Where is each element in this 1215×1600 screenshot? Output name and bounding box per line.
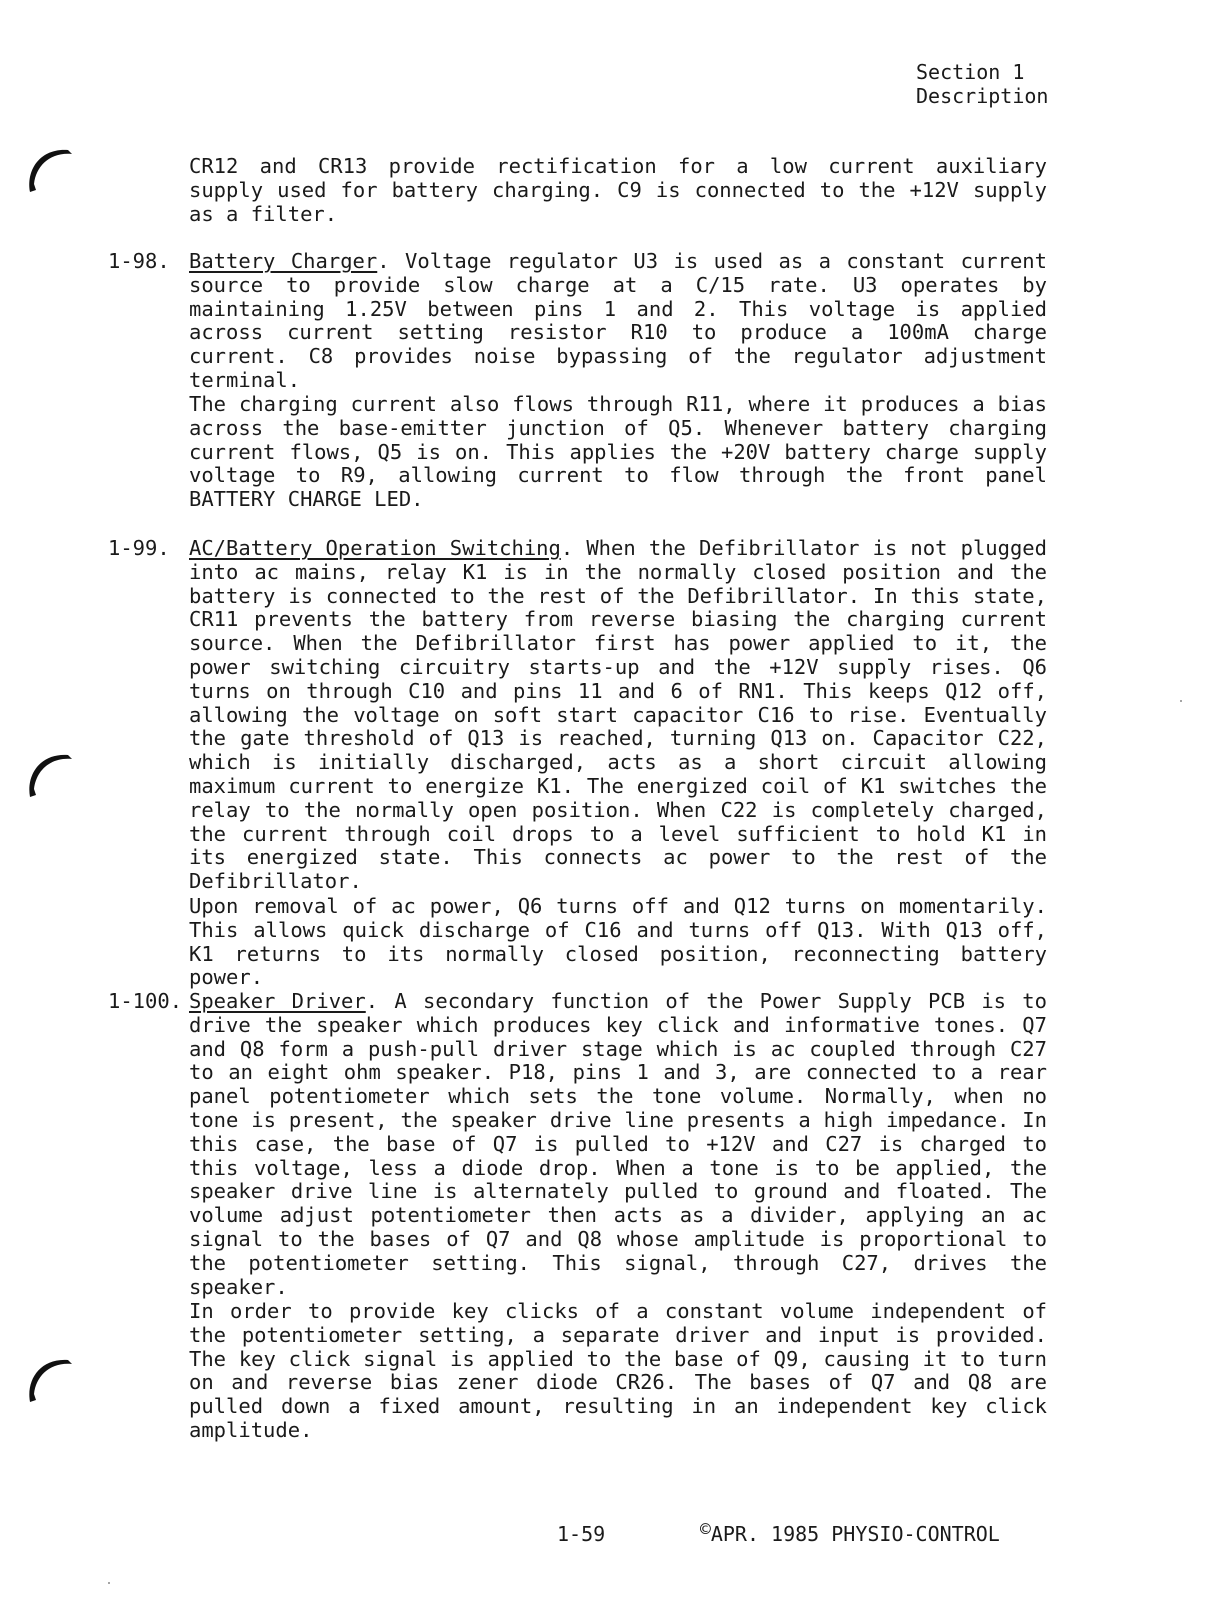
paragraph-number-1-98: 1-98.: [108, 249, 170, 273]
heading-speaker-driver: Speaker Driver: [189, 989, 366, 1013]
paragraph-1-100: [189, 990, 1047, 1299]
header-section: Section 1: [916, 60, 1025, 84]
page-header: [916, 60, 1048, 108]
copyright-symbol: ©: [700, 1519, 711, 1540]
page-number: 1-59: [557, 1522, 606, 1546]
paragraph-1-98: [189, 250, 1047, 393]
binder-hole-mark-icon: [22, 1350, 82, 1410]
copyright-line: [700, 1519, 1000, 1546]
binder-hole-mark-icon: [22, 140, 82, 200]
scan-speck: [1180, 700, 1182, 702]
paragraph-1-99-text: . When the Defibrillator is not plugged into ac mains, relay K1 is in the normally closed position and the battery is connected to the rest of the Defibrillator. In this state, CR11 prevents the battery from reverse biasing the charging current source. When the Defibrillator first has power applied to it, the power switching circuitry starts-up and the +12V supply rises. Q6 turns on through C10 and pins 11 and 6 of RN1. This keeps Q12 off, allowing the voltage on soft start capacitor C16 to rise. Eventually the gate threshold of Q13 is reached, turning Q13 on. Capacitor C22, which is initially discharged, acts as a short circuit allowing maximum current to energize K1. The energized coil of K1 switches the relay to the normally open position. When C22 is completely charged, the current through coil drops to a level sufficient to hold K1 in its energized state. This connects ac power to the rest of the Defibrillator.: [189, 536, 1047, 894]
paragraph-number-1-100: 1-100.: [108, 989, 183, 1013]
paragraph-1-98-continued: The charging current also flows through R11, where it produces a bias across the base-emitter junction of Q5. Whenever battery charging current flows, Q5 is on. This applies the +20V battery charge supply voltage to R9, allowing current to flow through the front panel BATTERY CHARGE LED.: [189, 392, 1047, 512]
paragraph-1-99-continued: Upon removal of ac power, Q6 turns off and Q12 turns on momentarily. This allows quick discharge of C16 and turns off Q13. With Q13 off, K1 returns to its normally closed position, reconnecting battery power.: [189, 894, 1047, 990]
binder-hole-mark-icon: [22, 745, 82, 805]
heading-ac-battery-switching: AC/Battery Operation Switching: [189, 536, 561, 560]
intro-paragraph: CR12 and CR13 provide rectification for a low current auxiliary supply used for battery charging. C9 is connected to the +12V supply as a filter.: [189, 154, 1047, 226]
paragraph-1-100-text: . A secondary function of the Power Supply PCB is to drive the speaker which produces key click and informative tones. Q7 and Q8 form a push-pull driver stage which is ac coupled through C27 to an eight ohm speaker. P18, pins 1 and 3, are connected to a rear panel potentiometer which sets the tone volume. Normally, when no tone is present, the speaker drive line presents a high impedance. In this case, the base of Q7 is pulled to +12V and C27 is charged to this voltage, less a diode drop. When a tone is to be applied, the speaker drive line is alternately pulled to ground and floated. The volume adjust potentiometer then acts as a divider, applying an ac signal to the bases of Q7 and Q8 whose amplitude is proportional to the potentiometer setting. This signal, through C27, drives the speaker.: [189, 989, 1047, 1299]
copyright-text: APR. 1985 PHYSIO-CONTROL: [710, 1522, 1000, 1546]
scan-speck: [108, 1582, 110, 1584]
paragraph-1-100-continued: In order to provide key clicks of a constant volume independent of the potentiometer setting, a separate driver and input is provided. The key click signal is applied to the base of Q9, causing it to turn on and reverse bias zener diode CR26. The bases of Q7 and Q8 are pulled down a fixed amount, resulting in an independent key click amplitude.: [189, 1299, 1047, 1442]
paragraph-number-1-99: 1-99.: [108, 536, 170, 560]
paragraph-1-99: [189, 537, 1047, 894]
header-title: Description: [916, 84, 1049, 108]
heading-battery-charger: Battery Charger: [189, 249, 378, 273]
paragraph-1-98-text: . Voltage regulator U3 is used as a constant current source to provide slow charge at a C/15 rate. U3 operates by maintaining 1.25V between pins 1 and 2. This voltage is applied across current setting resistor R10 to produce a 100mA charge current. C8 provides noise bypassing of the regulator adjustment terminal.: [189, 249, 1047, 392]
